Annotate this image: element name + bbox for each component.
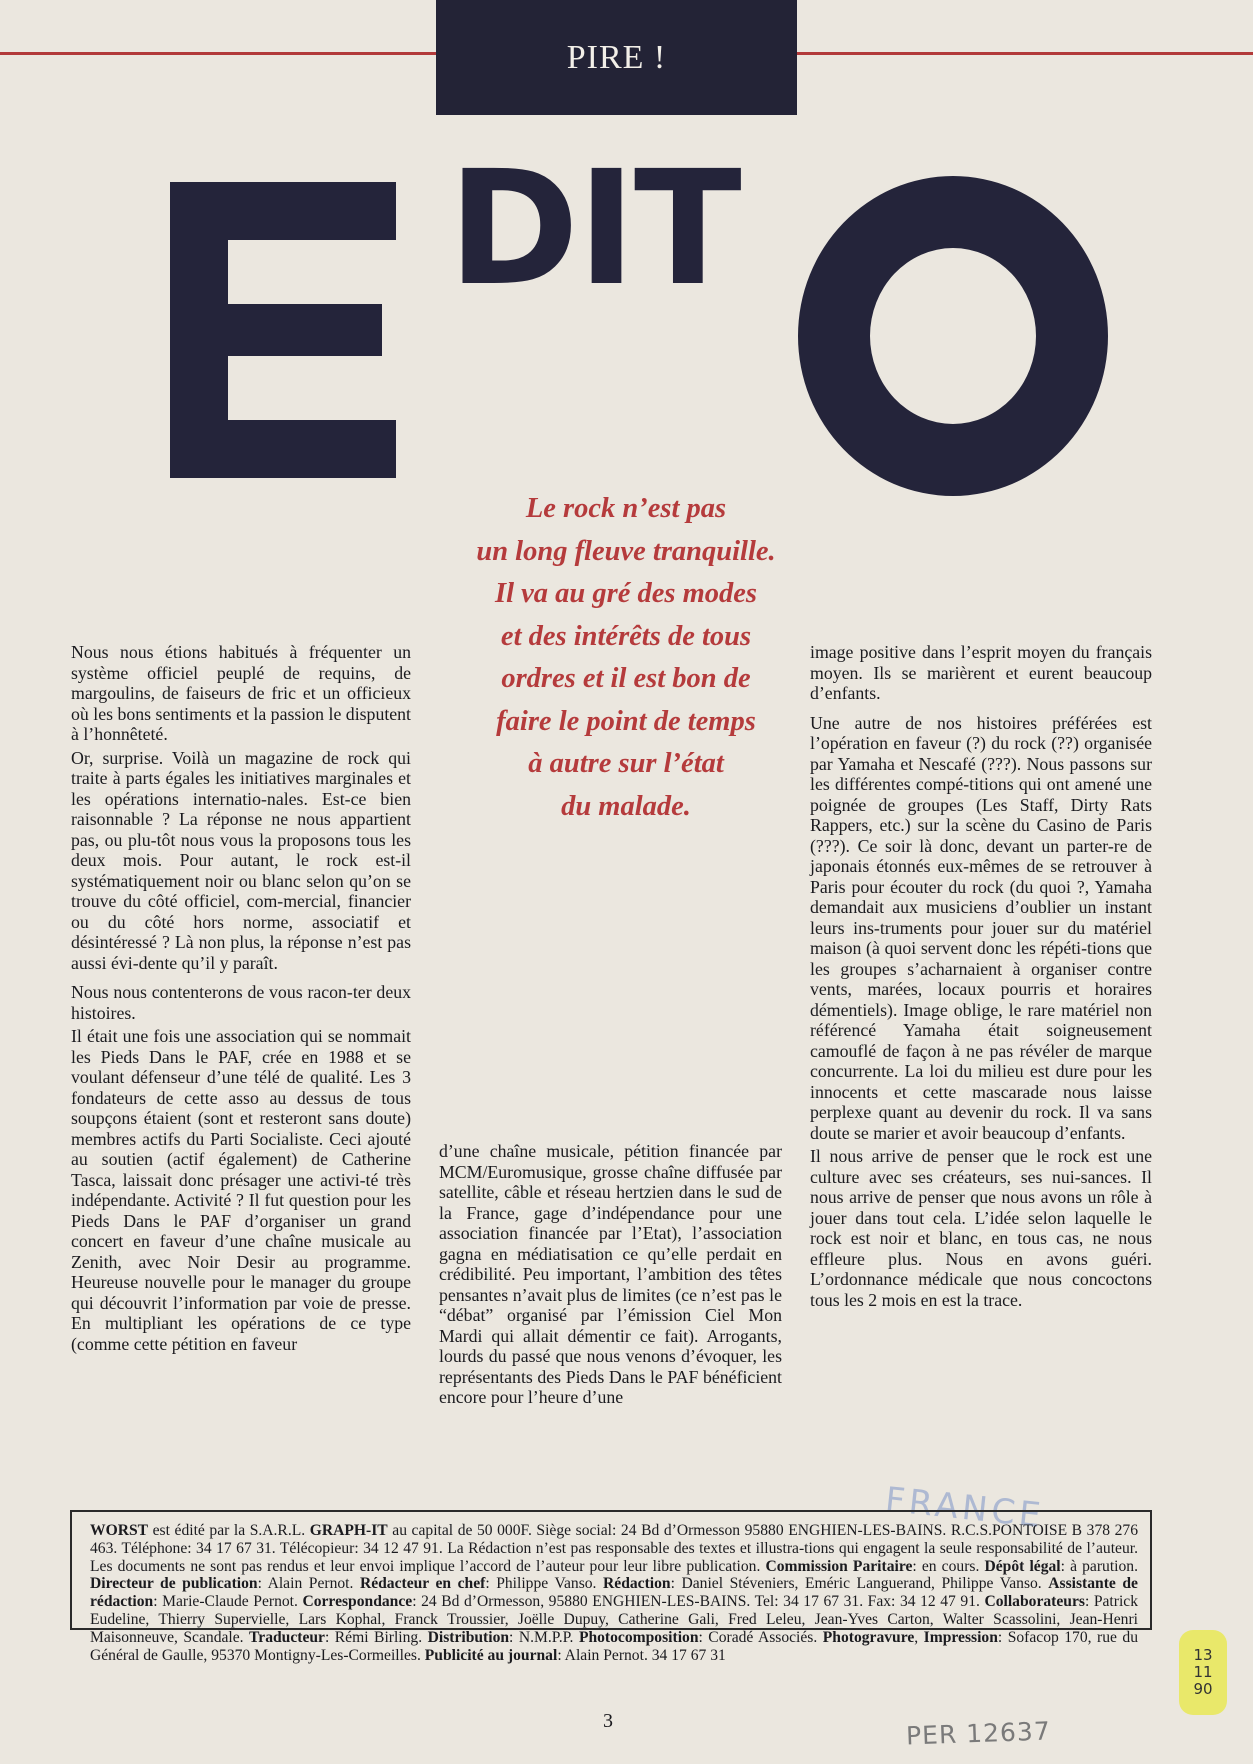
credit-key: Correspondance bbox=[302, 1593, 413, 1611]
paragraph: d’une chaîne musicale, pétition financée par MCM/Euromusique, grosse chaîne diffusée par satellite, câble et réseau hertzien dans le sud de la France, gage d’indépendance pour une association financée par l’Etat), l’association gagna en médiatisation ce qu’elle perdait en crédibilité. Peu important, l’ambition des têtes pensantes n’avait plus de limites (ce n’est pas le “débat” organisé par l’émission Ciel Mon Mardi qui allait démentir ce fait). Arrogants, lourds du passé que nous venons d’évoquer, les représentants des Pieds Dans le PAF bénéficient encore pour l’heure d’une bbox=[439, 1141, 782, 1407]
pull-quote-line: à autre sur l’état bbox=[528, 748, 724, 779]
credit-key: Distribution bbox=[427, 1628, 510, 1646]
logo-letters-dit: DIT bbox=[448, 137, 740, 321]
edito-logo bbox=[0, 0, 1253, 500]
pull-quote bbox=[420, 488, 832, 828]
logo-letter-o bbox=[798, 176, 1108, 496]
logo-letter-e-top bbox=[170, 182, 396, 240]
date-sticker-line: 13 bbox=[1193, 1646, 1213, 1664]
paragraph: Nous nous étions habitués à fréquenter un système officiel peuplé de requins, de margoulins, de faiseurs de fric et un officieux où les bons sentiments et la passion le disputent à l’honnêteté. bbox=[71, 642, 411, 744]
publisher-name: GRAPH-IT bbox=[309, 1522, 388, 1539]
credit-key: Impression bbox=[923, 1628, 998, 1646]
article-column-3 bbox=[810, 642, 1152, 1313]
article-column-2 bbox=[439, 1141, 782, 1411]
credit-value: : Philippe Vanso. bbox=[485, 1575, 604, 1593]
library-stamp: FRANCE bbox=[883, 1479, 1047, 1537]
credit-key: Dépôt légal bbox=[984, 1557, 1061, 1575]
pull-quote-line: ordres et il est bon de bbox=[501, 663, 751, 694]
credit-value: : Coradé Associés. bbox=[698, 1628, 823, 1646]
credit-value: : Marie-Claude Pernot. bbox=[153, 1593, 303, 1611]
logo-letter-e-bottom bbox=[170, 420, 396, 478]
credit-key: Publicité au journal bbox=[424, 1646, 558, 1664]
credits-text: au capital de 50 000F. Siège social: 24 Bd d’Ormesson 95880 ENGHIEN-LES-BAINS. R.C.S.PONTOISE B 378 276 463. Téléphone: 34 17 67 31. Télécopieur: 34 12 47 91. La Rédaction n’est pas responsable des textes et illustra-tions qui engagent la seule responsabilité de l’auteur. Les documents ne sont pas rendus et leur envoi implique l’accord de l’auteur pour leur libre publication. bbox=[90, 1522, 1138, 1575]
credit-key: Traducteur bbox=[249, 1628, 325, 1646]
credit-value: : Alain Pernot. 34 17 67 31 bbox=[557, 1646, 726, 1664]
pull-quote-line: un long fleuve tranquille. bbox=[476, 535, 776, 567]
credit-value: : Patrick Eudeline, Thierry Supervielle, Lars Kophal, Franck Troussier, Joëlle Dupuy, Catherine Gali, Fred Leleu, Jean-Yves Carton, Walter Scassolini, Jean-Henri Maisonneuve, Scandale. bbox=[90, 1593, 1138, 1646]
credit-value: : 24 Bd d’Ormesson, 95880 ENGHIEN-LES-BAINS. Tel: 34 17 67 31. Fax: 34 12 47 91. bbox=[412, 1593, 985, 1611]
credits-text: est édité par la S.A.R.L. bbox=[148, 1522, 310, 1539]
article-column-1 bbox=[71, 642, 411, 1357]
credit-value: : Daniel Stéveniers, Eméric Languerand, Philippe Vanso. bbox=[670, 1575, 1049, 1593]
pull-quote-line: Il va au gré des modes bbox=[494, 578, 758, 609]
date-sticker-line: 90 bbox=[1193, 1680, 1213, 1698]
credit-key: Photogravure bbox=[822, 1628, 915, 1646]
archive-handwritten-mark: PER 12637 bbox=[905, 1716, 1052, 1751]
pull-quote-line: faire le point de temps bbox=[496, 705, 756, 737]
credit-value: , bbox=[914, 1628, 924, 1646]
page-number: 3 bbox=[603, 1710, 613, 1732]
credit-value: : Rémi Birling. bbox=[324, 1628, 428, 1646]
pull-quote-line: du malade. bbox=[561, 790, 691, 822]
credit-value: : en cours. bbox=[912, 1557, 985, 1575]
logo-letter-e-middle bbox=[170, 304, 382, 356]
credit-key: Directeur de publication bbox=[90, 1575, 258, 1593]
credit-key: Commission Paritaire bbox=[765, 1557, 913, 1575]
publication-name: WORST bbox=[90, 1522, 149, 1539]
credit-key: Assistante de rédaction bbox=[90, 1575, 1138, 1611]
paragraph: image positive dans l’esprit moyen du français moyen. Ils se marièrent et eurent beaucoup d’enfants. bbox=[810, 642, 1152, 703]
date-sticker-line: 11 bbox=[1193, 1663, 1213, 1681]
date-sticker bbox=[1179, 1630, 1227, 1715]
paragraph: Il nous arrive de penser que le rock est une culture avec ses créateurs, ses nui-sances. Il nous arrive de penser que nous avons un rôle à jouer dans tout cela. L’idée selon laquelle le rock est noir et blanc, en tous cas, ne nous effleure plus. Nous en avons guéri. L’ordonnance médicale que nous concoctons tous les 2 mois en est la trace. bbox=[810, 1146, 1152, 1310]
credit-key: Photocomposition bbox=[578, 1628, 699, 1646]
paragraph: Il était une fois une association qui se nommait les Pieds Dans le PAF, crée en 1988 et se voulant défenseur d’une télé de qualité. Les 3 fondateurs de cette asso au dessus de tous soupçons étaient (sont et resteront sans doute) membres actifs du Parti Socialiste. Ceci ajouté au soutien (actif également) de Catherine Tasca, laissait donc présager une activi-té très indépendante. Activité ? Il fut question pour les Pieds Dans le PAF d’organiser un grand concert en faveur d’une chaîne musicale au Zenith, avec Noir Desir au programme. Heureuse nouvelle pour le manager du groupe qui découvrit l’information par voie de presse. En multipliant les opérations de ce type (comme cette pétition en faveur bbox=[71, 1026, 411, 1354]
pull-quote-line: Le rock n’est pas bbox=[525, 493, 727, 524]
credit-value: : Alain Pernot. bbox=[257, 1575, 360, 1593]
paragraph: Or, surprise. Voilà un magazine de rock qui traite à parts égales les initiatives marginales et les opérations internatio-nales. Est-ce bien raisonnable ? La réponse ne nous appartient pas, ou plu-tôt nous vous la proposons tous les deux mois. Pour autant, le rock est-il systématiquement noir ou blanc selon qu’on se trouve du côté officiel, com-mercial, financier ou du côté hors norme, associatif et désintéressé ? Là non plus, la réponse n’est pas aussi évi-dente qu’il y paraît. bbox=[71, 747, 411, 973]
credit-key: Rédaction bbox=[603, 1575, 671, 1593]
pull-quote-line: et des intérêts de tous bbox=[500, 620, 752, 652]
credits-box bbox=[70, 1510, 1152, 1664]
credit-key: Collaborateurs bbox=[984, 1593, 1085, 1611]
paragraph: Nous nous contenterons de vous racon-ter deux histoires. bbox=[71, 982, 411, 1023]
credit-value: : Sofacop 170, rue du Général de Gaulle, 95370 Montigny-Les-Cormeilles. bbox=[90, 1628, 1138, 1664]
section-label-text: PIRE ! bbox=[566, 38, 667, 76]
paragraph: Une autre de nos histoires préférées est l’opération en faveur (?) du rock (??) organisée par Yamaha et Nescafé (???). Nous passons sur les différentes compé-titions qui ont amené une poignée de groupes (Les Staff, Dirty Rats Rappers, etc.) sur la scène du Casino de Paris (???). Ce soir là donc, devant un parter-re de japonais étonnés eux-mêmes de se retrouver à Paris pour écouter du rock (du quoi ?, Yamaha demandait aux musiciens d’oublier un instant leurs ins-truments pour jouer sur du matériel maison (à quoi servent donc les répéti-tions que les groupes s’acharnaient à organiser contre vents, marées, locaux pourris et horaires démentiels). Image oblige, le rare matériel non référencé Yamaha était soigneusement camouflé de façon à ne pas révéler de marque concurrente. La loi du milieu est dure pour les innocents et cette mascarade nous laisse perplexe quant au devenir du rock. Il va sans doute se marier et avoir beaucoup d’enfants. bbox=[810, 712, 1152, 1143]
credit-value: : N.M.P.P. bbox=[509, 1628, 579, 1646]
credit-value: : à parution. bbox=[1060, 1557, 1138, 1575]
credit-key: Rédacteur en chef bbox=[359, 1575, 486, 1593]
